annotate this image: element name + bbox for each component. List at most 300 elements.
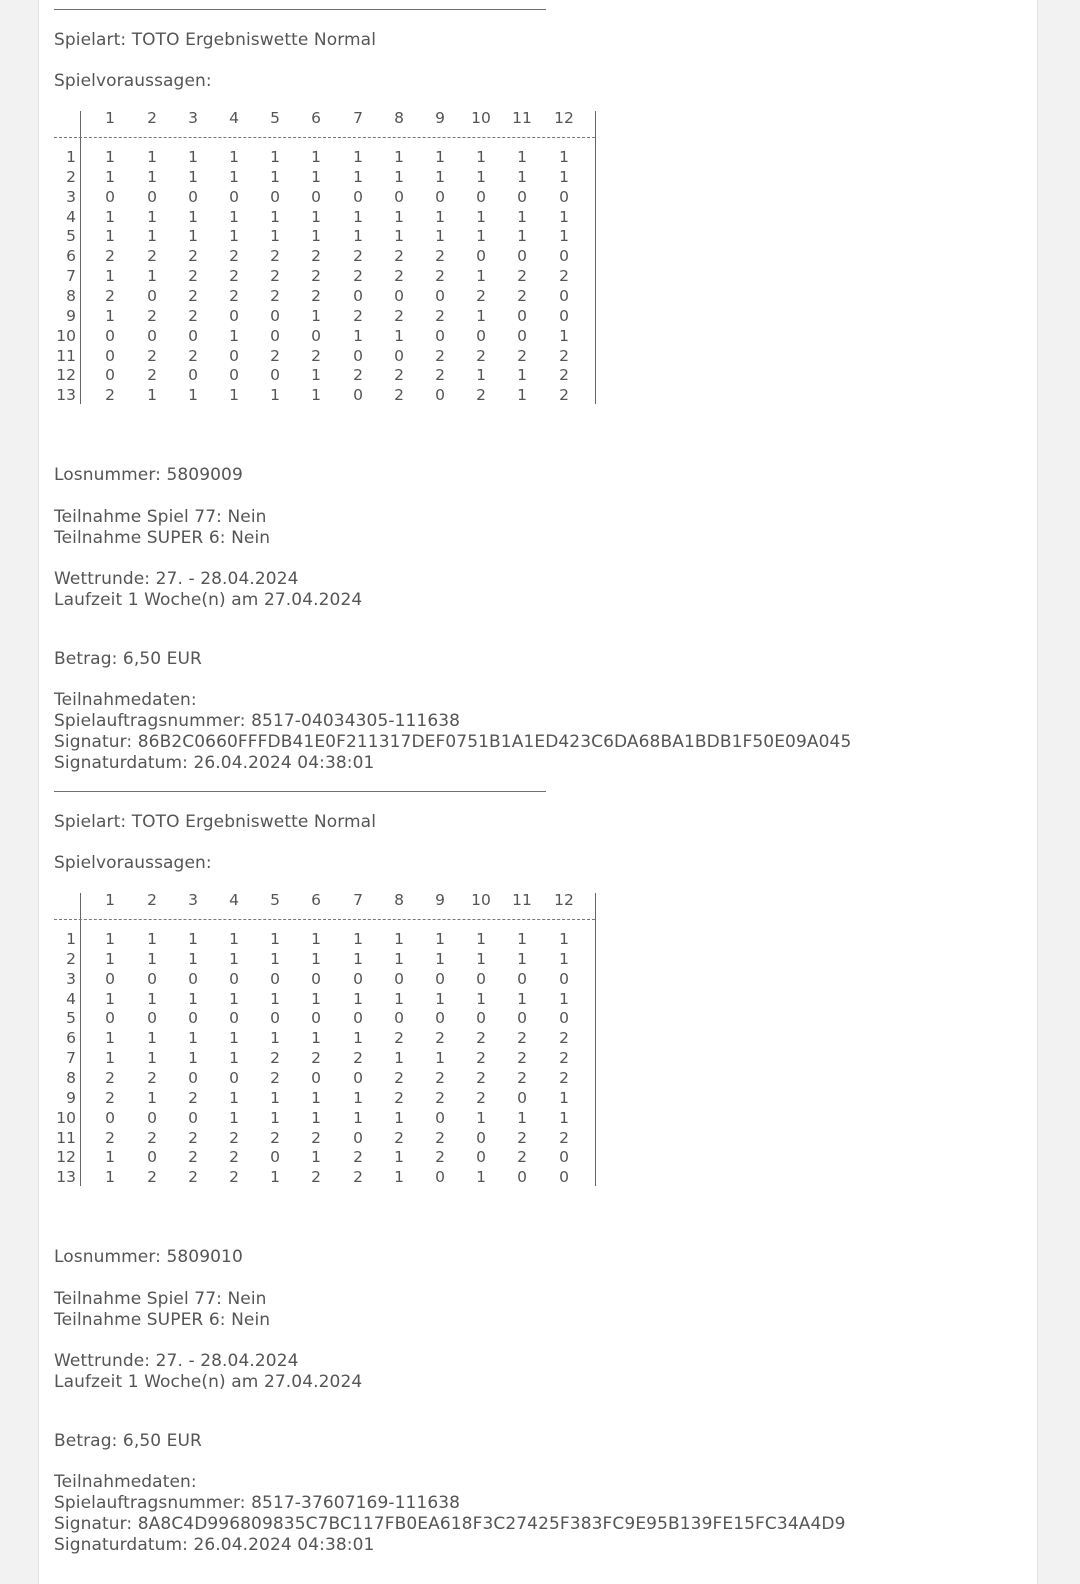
prediction-cell: 1: [476, 930, 486, 948]
prediction-cell: 2: [105, 1128, 115, 1147]
row-label: 1: [66, 930, 76, 948]
prediction-cell: 0: [353, 969, 363, 988]
column-header: 4: [229, 109, 239, 127]
prediction-cell: 0: [229, 346, 239, 365]
prediction-cell: 2: [517, 1128, 527, 1147]
prediction-cell: 1: [147, 949, 157, 968]
prediction-cell: 1: [229, 167, 239, 186]
prediction-cell: 0: [559, 187, 569, 206]
prediction-cell: 2: [559, 1049, 569, 1068]
prediction-cell: 2: [147, 366, 157, 385]
column-header: 10: [471, 891, 491, 909]
prediction-cell: 0: [147, 1009, 157, 1028]
prediction-cell: 0: [559, 1009, 569, 1028]
row-label: 12: [56, 366, 76, 385]
prediction-cell: 1: [476, 306, 486, 325]
row-label: 9: [66, 1088, 76, 1107]
betting-round: Wettrunde: 27. - 28.04.2024: [54, 1351, 299, 1371]
signature-date: Signaturdatum: 26.04.2024 04:38:01: [54, 1535, 375, 1555]
prediction-cell: 0: [229, 1068, 239, 1087]
row-label: 6: [66, 1029, 76, 1048]
prediction-cell: 1: [394, 148, 404, 166]
row-label: 3: [66, 187, 76, 206]
prediction-cell: 0: [229, 366, 239, 385]
prediction-cell: 0: [229, 306, 239, 325]
prediction-cell: 2: [147, 1168, 157, 1187]
prediction-cell: 2: [105, 386, 115, 405]
prediction-cell: 0: [311, 326, 321, 345]
prediction-cell: 0: [353, 1009, 363, 1028]
table-left-border: [80, 893, 81, 1186]
prediction-cell: 0: [270, 366, 280, 385]
prediction-cell: 0: [394, 187, 404, 206]
prediction-cell: 1: [517, 930, 527, 948]
prediction-cell: 1: [435, 167, 445, 186]
row-label: 6: [66, 247, 76, 266]
prediction-cell: 1: [394, 1049, 404, 1068]
prediction-cell: 1: [188, 949, 198, 968]
prediction-cell: 1: [270, 227, 280, 246]
prediction-cell: 0: [476, 247, 486, 266]
prediction-cell: 1: [229, 989, 239, 1008]
betting-round: Wettrunde: 27. - 28.04.2024: [54, 569, 299, 589]
column-header: 1: [105, 109, 115, 127]
prediction-cell: 1: [353, 989, 363, 1008]
prediction-cell: 1: [476, 148, 486, 166]
prediction-cell: 0: [147, 326, 157, 345]
amount: Betrag: 6,50 EUR: [54, 649, 202, 669]
prediction-cell: 0: [147, 187, 157, 206]
prediction-cell: 0: [353, 286, 363, 305]
prediction-cell: 0: [353, 1068, 363, 1087]
column-header: 9: [435, 891, 445, 909]
prediction-cell: 1: [270, 1108, 280, 1127]
prediction-cell: 1: [147, 1088, 157, 1107]
prediction-cell: 0: [476, 187, 486, 206]
prediction-cell: 1: [270, 1088, 280, 1107]
participation-data-label: Teilnahmedaten:: [54, 1472, 197, 1492]
row-label: 7: [66, 1049, 76, 1068]
prediction-cell: 0: [517, 326, 527, 345]
prediction-cell: 2: [476, 386, 486, 405]
prediction-cell: 0: [105, 326, 115, 345]
prediction-cell: 0: [229, 1009, 239, 1028]
prediction-cell: 2: [517, 1049, 527, 1068]
game-type: Spielart: TOTO Ergebniswette Normal: [54, 30, 377, 50]
prediction-cell: 1: [147, 267, 157, 286]
prediction-cell: 0: [559, 247, 569, 266]
prediction-cell: 1: [476, 1108, 486, 1127]
row-label: 11: [56, 1128, 76, 1147]
prediction-cell: 2: [517, 346, 527, 365]
prediction-cell: 1: [270, 207, 280, 226]
prediction-cell: 1: [188, 386, 198, 405]
prediction-cell: 2: [147, 1068, 157, 1087]
prediction-cell: 1: [229, 148, 239, 166]
prediction-cell: 0: [353, 187, 363, 206]
prediction-cell: 0: [147, 969, 157, 988]
prediction-cell: 2: [476, 1029, 486, 1048]
prediction-cell: 2: [435, 1029, 445, 1048]
row-label: 8: [66, 1068, 76, 1087]
prediction-cell: 0: [435, 1108, 445, 1127]
prediction-cell: 1: [394, 227, 404, 246]
prediction-cell: 1: [517, 207, 527, 226]
prediction-cell: 1: [311, 227, 321, 246]
row-label: 5: [66, 227, 76, 246]
prediction-cell: 0: [517, 306, 527, 325]
prediction-cell: 2: [353, 1148, 363, 1167]
prediction-cell: 2: [270, 267, 280, 286]
prediction-cell: 2: [270, 1128, 280, 1147]
prediction-cell: 1: [105, 207, 115, 226]
prediction-cell: 1: [105, 148, 115, 166]
prediction-cell: 2: [476, 286, 486, 305]
prediction-cell: 1: [311, 1088, 321, 1107]
prediction-cell: 1: [517, 366, 527, 385]
prediction-cell: 2: [188, 346, 198, 365]
prediction-cell: 2: [147, 247, 157, 266]
prediction-cell: 1: [559, 207, 569, 226]
predictions-label: Spielvoraussagen:: [54, 71, 212, 91]
prediction-cell: 0: [435, 969, 445, 988]
prediction-cell: 1: [188, 227, 198, 246]
prediction-cell: 0: [311, 1009, 321, 1028]
row-label: 4: [66, 207, 76, 226]
prediction-cell: 1: [435, 949, 445, 968]
prediction-cell: 1: [394, 1148, 404, 1167]
prediction-cell: 1: [435, 930, 445, 948]
prediction-cell: 2: [394, 366, 404, 385]
predictions-label: Spielvoraussagen:: [54, 853, 212, 873]
prediction-cell: 0: [476, 1128, 486, 1147]
prediction-cell: 1: [147, 1049, 157, 1068]
prediction-cell: 1: [559, 227, 569, 246]
prediction-cell: 2: [311, 1049, 321, 1068]
prediction-cell: 1: [270, 989, 280, 1008]
prediction-cell: 1: [188, 207, 198, 226]
column-header: 2: [147, 109, 157, 127]
prediction-cell: 1: [311, 386, 321, 405]
row-label: 10: [56, 1108, 76, 1127]
prediction-cell: 1: [105, 306, 115, 325]
prediction-cell: 2: [435, 1148, 445, 1167]
prediction-cell: 1: [147, 1029, 157, 1048]
column-header: 11: [512, 109, 532, 127]
prediction-cell: 2: [311, 286, 321, 305]
prediction-cell: 1: [435, 1049, 445, 1068]
table-right-border: [595, 893, 596, 1186]
prediction-cell: 0: [188, 1009, 198, 1028]
prediction-cell: 2: [105, 247, 115, 266]
prediction-cell: 2: [435, 1068, 445, 1087]
row-label: 10: [56, 326, 76, 345]
prediction-cell: 2: [517, 1148, 527, 1167]
prediction-cell: 0: [270, 306, 280, 325]
prediction-cell: 1: [311, 167, 321, 186]
prediction-cell: 1: [270, 167, 280, 186]
prediction-cell: 1: [559, 148, 569, 166]
prediction-cell: 0: [394, 286, 404, 305]
prediction-cell: 1: [517, 1108, 527, 1127]
prediction-cell: 0: [394, 1009, 404, 1028]
prediction-cell: 2: [311, 346, 321, 365]
prediction-cell: 2: [229, 286, 239, 305]
row-label: 5: [66, 1009, 76, 1028]
prediction-cell: 0: [559, 286, 569, 305]
prediction-cell: 0: [353, 346, 363, 365]
row-label: 11: [56, 346, 76, 365]
prediction-cell: 1: [394, 207, 404, 226]
prediction-cell: 0: [517, 1168, 527, 1187]
prediction-cell: 1: [311, 366, 321, 385]
column-header: 12: [554, 109, 574, 127]
header-rule: [54, 137, 595, 138]
prediction-cell: 2: [435, 1128, 445, 1147]
prediction-cell: 2: [394, 267, 404, 286]
prediction-cell: 0: [188, 366, 198, 385]
row-label: 13: [56, 1168, 76, 1187]
prediction-cell: 1: [517, 148, 527, 166]
prediction-cell: 0: [105, 346, 115, 365]
prediction-cell: 2: [188, 1168, 198, 1187]
prediction-cell: 1: [188, 148, 198, 166]
prediction-cell: 1: [394, 989, 404, 1008]
row-label: 13: [56, 386, 76, 405]
prediction-cell: 1: [559, 989, 569, 1008]
prediction-cell: 0: [559, 969, 569, 988]
prediction-cell: 2: [476, 1088, 486, 1107]
prediction-cell: 2: [559, 1029, 569, 1048]
prediction-cell: 2: [270, 1049, 280, 1068]
prediction-cell: 1: [559, 930, 569, 948]
prediction-cell: 1: [435, 989, 445, 1008]
prediction-cell: 2: [311, 247, 321, 266]
prediction-cell: 0: [188, 1108, 198, 1127]
prediction-cell: 2: [229, 1148, 239, 1167]
prediction-cell: 1: [105, 1029, 115, 1048]
prediction-cell: 2: [517, 286, 527, 305]
prediction-cell: 0: [435, 286, 445, 305]
prediction-cell: 1: [270, 930, 280, 948]
prediction-cell: 1: [105, 949, 115, 968]
prediction-cell: 0: [311, 1068, 321, 1087]
ticket-number: Losnummer: 5809009: [54, 465, 243, 485]
column-header: 4: [229, 891, 239, 909]
table-left-border: [80, 111, 81, 404]
prediction-cell: 2: [105, 1088, 115, 1107]
prediction-cell: 1: [229, 1029, 239, 1048]
prediction-cell: 0: [476, 1148, 486, 1167]
order-number: Spielauftragsnummer: 8517-37607169-111638: [54, 1493, 461, 1513]
prediction-cell: 2: [394, 1088, 404, 1107]
prediction-cell: 0: [105, 969, 115, 988]
prediction-cell: 2: [270, 346, 280, 365]
prediction-cell: 1: [105, 227, 115, 246]
prediction-cell: 2: [394, 1128, 404, 1147]
prediction-cell: 2: [353, 267, 363, 286]
prediction-cell: 1: [476, 949, 486, 968]
prediction-cell: 1: [188, 989, 198, 1008]
prediction-cell: 2: [311, 267, 321, 286]
prediction-cell: 1: [311, 949, 321, 968]
prediction-cell: 0: [105, 1108, 115, 1127]
prediction-cell: 1: [147, 989, 157, 1008]
prediction-cell: 1: [311, 1029, 321, 1048]
prediction-cell: 1: [147, 930, 157, 948]
prediction-cell: 1: [229, 227, 239, 246]
prediction-cell: 0: [476, 969, 486, 988]
prediction-cell: 0: [476, 1009, 486, 1028]
prediction-cell: 0: [270, 187, 280, 206]
column-header: 6: [311, 109, 321, 127]
super6-participation: Teilnahme SUPER 6: Nein: [54, 1310, 271, 1330]
column-header: 5: [270, 891, 280, 909]
super6-participation: Teilnahme SUPER 6: Nein: [54, 528, 271, 548]
prediction-cell: 1: [559, 1088, 569, 1107]
column-header: 7: [353, 891, 363, 909]
prediction-cell: 0: [559, 306, 569, 325]
prediction-cell: 1: [105, 267, 115, 286]
prediction-cell: 2: [559, 386, 569, 405]
prediction-cell: 1: [188, 167, 198, 186]
prediction-cell: 2: [147, 306, 157, 325]
prediction-cell: 2: [353, 247, 363, 266]
prediction-cell: 1: [394, 326, 404, 345]
prediction-cell: 1: [147, 167, 157, 186]
prediction-cell: 2: [435, 346, 445, 365]
row-label: 12: [56, 1148, 76, 1167]
prediction-cell: 2: [353, 1049, 363, 1068]
row-label: 2: [66, 949, 76, 968]
prediction-cell: 1: [435, 227, 445, 246]
column-header: 5: [270, 109, 280, 127]
duration: Laufzeit 1 Woche(n) am 27.04.2024: [54, 1372, 363, 1392]
prediction-cell: 1: [147, 386, 157, 405]
prediction-cell: 0: [517, 1088, 527, 1107]
prediction-cell: 1: [353, 1108, 363, 1127]
prediction-cell: 2: [559, 1128, 569, 1147]
row-label: 9: [66, 306, 76, 325]
prediction-cell: 2: [476, 1068, 486, 1087]
prediction-cell: 2: [559, 346, 569, 365]
prediction-cell: 1: [353, 930, 363, 948]
prediction-cell: 2: [270, 1068, 280, 1087]
prediction-cell: 0: [394, 346, 404, 365]
prediction-cell: 1: [476, 267, 486, 286]
prediction-cell: 0: [105, 187, 115, 206]
prediction-cell: 1: [188, 1049, 198, 1068]
prediction-cell: 1: [311, 930, 321, 948]
prediction-cell: 0: [229, 187, 239, 206]
prediction-cell: 1: [105, 1049, 115, 1068]
prediction-cell: 1: [147, 227, 157, 246]
prediction-cell: 1: [311, 989, 321, 1008]
prediction-cell: 2: [435, 267, 445, 286]
prediction-cell: 2: [517, 267, 527, 286]
prediction-cell: 1: [476, 989, 486, 1008]
prediction-cell: 2: [435, 306, 445, 325]
prediction-cell: 0: [270, 1009, 280, 1028]
prediction-cell: 2: [394, 1029, 404, 1048]
prediction-cell: 0: [435, 326, 445, 345]
prediction-cell: 1: [229, 1088, 239, 1107]
prediction-cell: 1: [353, 148, 363, 166]
prediction-cell: 2: [229, 1128, 239, 1147]
prediction-cell: 1: [476, 167, 486, 186]
prediction-cell: 0: [147, 1108, 157, 1127]
prediction-cell: 2: [147, 1128, 157, 1147]
prediction-cell: 1: [559, 1108, 569, 1127]
signature-date: Signaturdatum: 26.04.2024 04:38:01: [54, 753, 375, 773]
column-header: 3: [188, 109, 198, 127]
prediction-cell: 2: [435, 1088, 445, 1107]
prediction-cell: 1: [517, 989, 527, 1008]
prediction-cell: 1: [105, 1148, 115, 1167]
prediction-cell: 0: [188, 187, 198, 206]
prediction-cell: 1: [353, 167, 363, 186]
prediction-cell: 2: [270, 286, 280, 305]
prediction-cell: 0: [147, 1148, 157, 1167]
prediction-cell: 1: [147, 207, 157, 226]
row-label: 2: [66, 167, 76, 186]
prediction-cell: 2: [559, 267, 569, 286]
column-header: 2: [147, 891, 157, 909]
prediction-cell: 0: [559, 1168, 569, 1187]
prediction-cell: 1: [517, 227, 527, 246]
prediction-cell: 1: [188, 930, 198, 948]
prediction-cell: 2: [229, 1168, 239, 1187]
prediction-cell: 2: [394, 306, 404, 325]
duration: Laufzeit 1 Woche(n) am 27.04.2024: [54, 590, 363, 610]
separator-line: [54, 9, 546, 10]
prediction-cell: 1: [517, 167, 527, 186]
prediction-cell: 2: [311, 1128, 321, 1147]
prediction-cell: 1: [229, 207, 239, 226]
prediction-cell: 1: [394, 167, 404, 186]
prediction-cell: 1: [353, 227, 363, 246]
row-label: 3: [66, 969, 76, 988]
column-header: 9: [435, 109, 445, 127]
prediction-cell: 2: [147, 346, 157, 365]
prediction-cell: 0: [435, 187, 445, 206]
prediction-cell: 2: [476, 346, 486, 365]
prediction-cell: 2: [188, 267, 198, 286]
prediction-cell: 1: [311, 306, 321, 325]
prediction-cell: 0: [270, 1148, 280, 1167]
prediction-cell: 0: [394, 969, 404, 988]
prediction-cell: 0: [270, 969, 280, 988]
prediction-cell: 1: [476, 366, 486, 385]
prediction-cell: 2: [353, 366, 363, 385]
prediction-cell: 2: [105, 286, 115, 305]
prediction-cell: 0: [517, 969, 527, 988]
prediction-cell: 1: [229, 326, 239, 345]
prediction-cell: 2: [394, 1068, 404, 1087]
prediction-cell: 2: [188, 1148, 198, 1167]
prediction-cell: 0: [517, 247, 527, 266]
prediction-cell: 1: [270, 386, 280, 405]
prediction-cell: 1: [394, 949, 404, 968]
prediction-cell: 1: [270, 1029, 280, 1048]
prediction-cell: 0: [188, 1068, 198, 1087]
game-type: Spielart: TOTO Ergebniswette Normal: [54, 812, 377, 832]
prediction-cell: 2: [476, 1049, 486, 1068]
participation-data-label: Teilnahmedaten:: [54, 690, 197, 710]
prediction-cell: 1: [311, 1108, 321, 1127]
prediction-cell: 1: [559, 949, 569, 968]
prediction-cell: 0: [188, 326, 198, 345]
